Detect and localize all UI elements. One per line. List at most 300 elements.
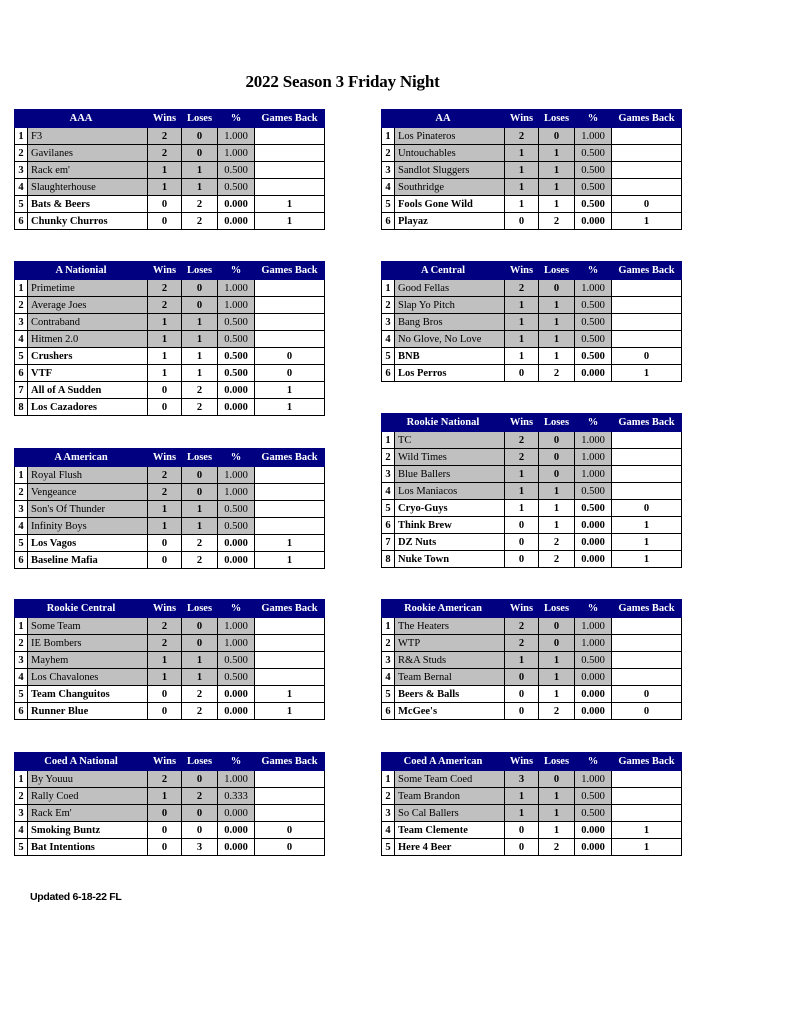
cell-loses: 1	[539, 686, 575, 703]
column-header-loses: Loses	[182, 110, 218, 128]
cell-gb	[255, 128, 325, 145]
cell-rank: 3	[15, 501, 28, 518]
cell-loses: 2	[182, 399, 218, 416]
cell-pct: 0.000	[575, 551, 612, 568]
cell-rank: 4	[382, 331, 395, 348]
cell-rank: 5	[15, 535, 28, 552]
cell-gb	[612, 652, 682, 669]
cell-rank: 1	[15, 771, 28, 788]
cell-gb: 1	[612, 534, 682, 551]
cell-rank: 1	[382, 128, 395, 145]
cell-rank: 1	[15, 467, 28, 484]
table-row	[382, 652, 682, 669]
cell-wins: 1	[148, 348, 182, 365]
cell-team: No Glove, No Love	[395, 331, 505, 348]
cell-team: VTF	[28, 365, 148, 382]
cell-pct: 1.000	[575, 128, 612, 145]
cell-loses: 1	[182, 179, 218, 196]
cell-wins: 1	[505, 314, 539, 331]
cell-wins: 2	[505, 280, 539, 297]
cell-loses: 2	[539, 213, 575, 230]
table-row	[382, 703, 682, 720]
cell-team: Untouchables	[395, 145, 505, 162]
cell-team: Average Joes	[28, 297, 148, 314]
cell-loses: 1	[539, 517, 575, 534]
cell-gb	[612, 788, 682, 805]
table-row	[15, 213, 325, 230]
table-row	[15, 652, 325, 669]
cell-gb: 1	[255, 399, 325, 416]
cell-rank: 4	[382, 179, 395, 196]
cell-loses: 2	[539, 703, 575, 720]
column-header-pct: %	[218, 110, 255, 128]
table-row	[15, 179, 325, 196]
cell-loses: 2	[539, 365, 575, 382]
division-name: Rookie American	[382, 600, 505, 618]
table-row	[382, 618, 682, 635]
table-row	[15, 365, 325, 382]
table-row	[382, 162, 682, 179]
cell-team: Think Brew	[395, 517, 505, 534]
cell-loses: 0	[539, 618, 575, 635]
cell-pct: 0.500	[575, 145, 612, 162]
table-row	[382, 635, 682, 652]
cell-gb: 1	[255, 703, 325, 720]
cell-loses: 1	[182, 501, 218, 518]
cell-pct: 0.500	[218, 518, 255, 535]
division-name: AA	[382, 110, 505, 128]
column-header-loses: Loses	[539, 414, 575, 432]
cell-team: Some Team	[28, 618, 148, 635]
column-header-pct: %	[575, 753, 612, 771]
cell-rank: 6	[15, 703, 28, 720]
cell-team: Some Team Coed	[395, 771, 505, 788]
cell-pct: 1.000	[218, 280, 255, 297]
cell-loses: 1	[182, 652, 218, 669]
cell-loses: 2	[182, 196, 218, 213]
cell-gb	[255, 635, 325, 652]
cell-team: All of A Sudden	[28, 382, 148, 399]
cell-wins: 1	[505, 196, 539, 213]
division-header	[382, 600, 682, 618]
column-header-loses: Loses	[539, 753, 575, 771]
cell-rank: 3	[15, 314, 28, 331]
cell-gb	[612, 771, 682, 788]
table-row	[382, 466, 682, 483]
column-header-pct: %	[575, 262, 612, 280]
table-row	[15, 467, 325, 484]
table-row	[382, 213, 682, 230]
cell-pct: 0.000	[575, 686, 612, 703]
cell-rank: 4	[15, 179, 28, 196]
cell-loses: 1	[539, 788, 575, 805]
table-row	[15, 196, 325, 213]
table-row	[382, 500, 682, 517]
table-row	[382, 839, 682, 856]
cell-gb: 0	[612, 703, 682, 720]
division-name: Coed A National	[15, 753, 148, 771]
cell-loses: 0	[182, 297, 218, 314]
cell-pct: 0.000	[218, 382, 255, 399]
cell-loses: 1	[539, 179, 575, 196]
cell-pct: 0.000	[218, 399, 255, 416]
cell-team: Team Clemente	[395, 822, 505, 839]
table-row	[382, 483, 682, 500]
cell-gb	[612, 162, 682, 179]
cell-loses: 1	[539, 483, 575, 500]
cell-loses: 0	[539, 771, 575, 788]
cell-rank: 5	[382, 839, 395, 856]
division-table	[14, 752, 325, 856]
column-header-wins: Wins	[505, 753, 539, 771]
cell-rank: 3	[382, 805, 395, 822]
table-row	[382, 297, 682, 314]
cell-gb	[255, 501, 325, 518]
cell-gb: 0	[255, 348, 325, 365]
table-row	[382, 805, 682, 822]
division-table	[381, 261, 682, 382]
cell-wins: 1	[148, 501, 182, 518]
cell-gb: 1	[612, 551, 682, 568]
cell-gb	[612, 805, 682, 822]
table-row	[15, 771, 325, 788]
cell-rank: 4	[15, 669, 28, 686]
cell-team: Blue Ballers	[395, 466, 505, 483]
cell-wins: 1	[148, 314, 182, 331]
cell-gb: 1	[612, 822, 682, 839]
cell-loses: 1	[539, 331, 575, 348]
cell-team: So Cal Ballers	[395, 805, 505, 822]
cell-loses: 1	[539, 652, 575, 669]
cell-rank: 6	[382, 365, 395, 382]
division-header	[382, 414, 682, 432]
cell-wins: 0	[505, 534, 539, 551]
cell-team: Mayhem	[28, 652, 148, 669]
cell-wins: 0	[505, 839, 539, 856]
cell-pct: 0.000	[218, 552, 255, 569]
cell-wins: 1	[505, 500, 539, 517]
cell-rank: 4	[382, 483, 395, 500]
cell-loses: 0	[539, 466, 575, 483]
table-row	[382, 128, 682, 145]
cell-team: Team Brandon	[395, 788, 505, 805]
cell-wins: 1	[148, 518, 182, 535]
cell-pct: 1.000	[218, 484, 255, 501]
cell-team: The Heaters	[395, 618, 505, 635]
cell-pct: 0.000	[218, 213, 255, 230]
column-header-loses: Loses	[539, 262, 575, 280]
cell-team: Vengeance	[28, 484, 148, 501]
cell-pct: 0.500	[575, 788, 612, 805]
table-row	[15, 501, 325, 518]
cell-rank: 3	[15, 805, 28, 822]
column-header-pct: %	[218, 262, 255, 280]
cell-team: Hitmen 2.0	[28, 331, 148, 348]
cell-gb: 1	[612, 365, 682, 382]
cell-team: Los Maniacos	[395, 483, 505, 500]
table-row	[382, 686, 682, 703]
cell-gb	[612, 128, 682, 145]
table-row	[382, 145, 682, 162]
cell-wins: 0	[505, 551, 539, 568]
cell-gb: 0	[255, 822, 325, 839]
cell-loses: 2	[182, 686, 218, 703]
cell-rank: 4	[382, 822, 395, 839]
table-row	[382, 348, 682, 365]
cell-rank: 2	[15, 297, 28, 314]
cell-pct: 0.500	[218, 669, 255, 686]
cell-loses: 0	[539, 128, 575, 145]
cell-loses: 0	[182, 805, 218, 822]
cell-team: By Youuu	[28, 771, 148, 788]
cell-team: Primetime	[28, 280, 148, 297]
table-row	[382, 771, 682, 788]
cell-loses: 2	[539, 839, 575, 856]
column-header-wins: Wins	[148, 753, 182, 771]
cell-gb	[255, 788, 325, 805]
column-header-gb: Games Back	[612, 600, 682, 618]
cell-pct: 0.500	[575, 162, 612, 179]
column-header-wins: Wins	[505, 110, 539, 128]
cell-rank: 2	[382, 635, 395, 652]
cell-gb: 1	[612, 213, 682, 230]
cell-wins: 1	[505, 788, 539, 805]
cell-gb	[612, 432, 682, 449]
cell-team: Cryo-Guys	[395, 500, 505, 517]
cell-wins: 0	[148, 196, 182, 213]
cell-wins: 1	[505, 331, 539, 348]
cell-wins: 2	[148, 297, 182, 314]
cell-team: Sandlot Sluggers	[395, 162, 505, 179]
cell-rank: 6	[15, 365, 28, 382]
cell-wins: 0	[148, 535, 182, 552]
cell-team: Playaz	[395, 213, 505, 230]
division-name: Coed A American	[382, 753, 505, 771]
cell-wins: 1	[148, 162, 182, 179]
cell-loses: 1	[182, 669, 218, 686]
cell-gb	[612, 466, 682, 483]
cell-wins: 2	[148, 618, 182, 635]
cell-wins: 0	[148, 213, 182, 230]
table-row	[382, 196, 682, 213]
cell-pct: 0.500	[218, 314, 255, 331]
cell-loses: 2	[539, 534, 575, 551]
cell-loses: 2	[539, 551, 575, 568]
cell-pct: 1.000	[218, 297, 255, 314]
cell-gb	[612, 331, 682, 348]
cell-team: BNB	[395, 348, 505, 365]
cell-team: Team Changuitos	[28, 686, 148, 703]
cell-gb: 1	[612, 517, 682, 534]
cell-rank: 8	[382, 551, 395, 568]
cell-wins: 0	[505, 517, 539, 534]
cell-wins: 1	[505, 179, 539, 196]
cell-rank: 5	[15, 839, 28, 856]
cell-pct: 0.000	[575, 365, 612, 382]
table-row	[15, 331, 325, 348]
cell-pct: 1.000	[575, 432, 612, 449]
cell-wins: 0	[148, 552, 182, 569]
table-row	[382, 669, 682, 686]
cell-gb	[255, 297, 325, 314]
column-header-loses: Loses	[182, 449, 218, 467]
column-header-pct: %	[575, 414, 612, 432]
cell-loses: 0	[182, 618, 218, 635]
cell-rank: 5	[382, 196, 395, 213]
cell-rank: 5	[382, 686, 395, 703]
cell-wins: 0	[148, 686, 182, 703]
cell-gb	[255, 145, 325, 162]
division-table	[14, 448, 325, 569]
cell-pct: 1.000	[575, 466, 612, 483]
cell-pct: 1.000	[575, 771, 612, 788]
cell-gb: 0	[612, 686, 682, 703]
cell-pct: 0.000	[575, 839, 612, 856]
cell-wins: 1	[505, 297, 539, 314]
cell-gb	[612, 669, 682, 686]
cell-wins: 2	[505, 635, 539, 652]
division-name: AAA	[15, 110, 148, 128]
column-header-pct: %	[218, 753, 255, 771]
cell-pct: 1.000	[218, 635, 255, 652]
cell-rank: 6	[382, 517, 395, 534]
column-header-gb: Games Back	[255, 753, 325, 771]
cell-gb	[612, 280, 682, 297]
column-header-gb: Games Back	[612, 414, 682, 432]
cell-rank: 1	[15, 618, 28, 635]
column-header-gb: Games Back	[612, 753, 682, 771]
column-header-loses: Loses	[182, 600, 218, 618]
cell-wins: 2	[505, 128, 539, 145]
cell-wins: 0	[505, 669, 539, 686]
cell-rank: 5	[382, 500, 395, 517]
cell-gb: 0	[612, 196, 682, 213]
table-row	[15, 788, 325, 805]
table-row	[382, 449, 682, 466]
cell-team: Los Vagos	[28, 535, 148, 552]
column-header-pct: %	[575, 110, 612, 128]
column-header-gb: Games Back	[255, 600, 325, 618]
cell-team: IE Bombers	[28, 635, 148, 652]
cell-wins: 1	[148, 331, 182, 348]
cell-rank: 4	[382, 669, 395, 686]
cell-pct: 0.500	[575, 297, 612, 314]
cell-gb	[255, 669, 325, 686]
cell-pct: 1.000	[218, 618, 255, 635]
cell-gb	[612, 449, 682, 466]
cell-loses: 0	[539, 432, 575, 449]
cell-wins: 0	[148, 399, 182, 416]
table-row	[15, 635, 325, 652]
division-table	[381, 413, 682, 568]
cell-gb	[255, 518, 325, 535]
cell-rank: 2	[382, 449, 395, 466]
cell-loses: 1	[539, 196, 575, 213]
division-name: A American	[15, 449, 148, 467]
cell-pct: 0.333	[218, 788, 255, 805]
cell-gb: 1	[255, 552, 325, 569]
cell-gb	[612, 618, 682, 635]
cell-team: Runner Blue	[28, 703, 148, 720]
table-row	[15, 314, 325, 331]
cell-rank: 4	[15, 331, 28, 348]
cell-loses: 1	[182, 518, 218, 535]
column-header-gb: Games Back	[255, 110, 325, 128]
cell-gb: 1	[255, 382, 325, 399]
cell-gb: 1	[255, 686, 325, 703]
column-header-gb: Games Back	[255, 449, 325, 467]
cell-loses: 0	[182, 145, 218, 162]
cell-pct: 1.000	[575, 618, 612, 635]
cell-rank: 4	[15, 822, 28, 839]
cell-team: Los Perros	[395, 365, 505, 382]
cell-rank: 5	[382, 348, 395, 365]
cell-wins: 2	[148, 635, 182, 652]
column-header-wins: Wins	[148, 262, 182, 280]
cell-wins: 1	[505, 348, 539, 365]
cell-gb: 1	[255, 535, 325, 552]
cell-wins: 2	[148, 145, 182, 162]
division-table	[14, 261, 325, 416]
cell-loses: 0	[182, 280, 218, 297]
cell-rank: 3	[15, 652, 28, 669]
cell-gb	[255, 467, 325, 484]
table-row	[15, 162, 325, 179]
cell-rank: 3	[382, 652, 395, 669]
cell-team: Here 4 Beer	[395, 839, 505, 856]
cell-wins: 0	[505, 822, 539, 839]
cell-team: Bats & Beers	[28, 196, 148, 213]
cell-pct: 0.000	[218, 822, 255, 839]
cell-gb	[255, 618, 325, 635]
cell-pct: 0.500	[575, 348, 612, 365]
cell-team: McGee's	[395, 703, 505, 720]
cell-loses: 1	[182, 365, 218, 382]
cell-loses: 1	[539, 145, 575, 162]
column-header-pct: %	[218, 449, 255, 467]
cell-loses: 2	[182, 552, 218, 569]
cell-team: Infinity Boys	[28, 518, 148, 535]
cell-pct: 1.000	[575, 449, 612, 466]
column-header-gb: Games Back	[255, 262, 325, 280]
cell-pct: 0.500	[575, 196, 612, 213]
cell-team: Slaughterhouse	[28, 179, 148, 196]
cell-gb	[612, 314, 682, 331]
cell-rank: 2	[15, 145, 28, 162]
cell-team: Contraband	[28, 314, 148, 331]
cell-gb: 0	[612, 500, 682, 517]
cell-loses: 0	[182, 822, 218, 839]
cell-team: Slap Yo Pitch	[395, 297, 505, 314]
cell-rank: 6	[382, 213, 395, 230]
cell-pct: 0.000	[575, 517, 612, 534]
cell-rank: 1	[15, 280, 28, 297]
table-row	[15, 484, 325, 501]
cell-team: WTP	[395, 635, 505, 652]
division-header	[15, 262, 325, 280]
cell-rank: 6	[15, 552, 28, 569]
cell-team: Bat Intentions	[28, 839, 148, 856]
cell-loses: 0	[182, 467, 218, 484]
cell-loses: 1	[182, 348, 218, 365]
table-row	[382, 788, 682, 805]
cell-wins: 1	[505, 652, 539, 669]
cell-gb	[612, 179, 682, 196]
cell-wins: 2	[148, 484, 182, 501]
cell-pct: 0.500	[575, 500, 612, 517]
table-row	[382, 534, 682, 551]
cell-team: Nuke Town	[395, 551, 505, 568]
